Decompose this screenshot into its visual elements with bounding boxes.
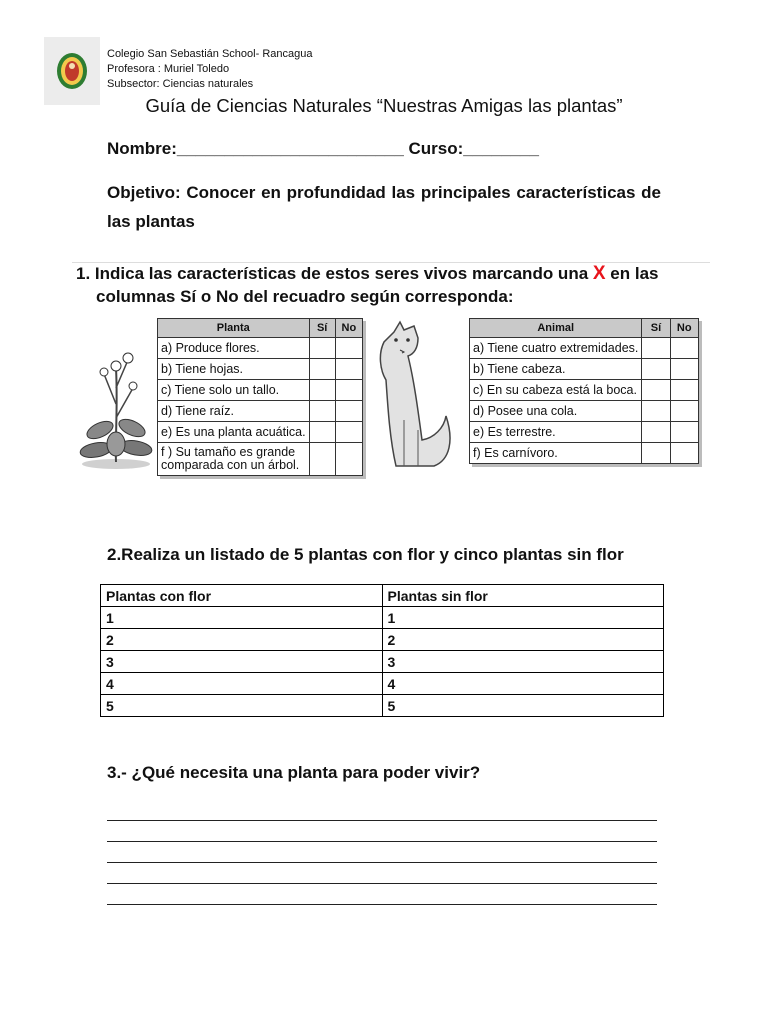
with-flower-header: Plantas con flor [101,585,383,607]
q1-text-end: en las [605,264,659,283]
yes-header: Sí [642,319,670,338]
no-cell[interactable] [335,422,362,443]
animal-row-label: f) Es carnívoro. [470,443,642,464]
yes-cell[interactable] [309,422,335,443]
answer-line[interactable] [107,884,657,905]
plants-list-table [100,584,664,717]
plant-row-label: d) Tiene raíz. [158,401,310,422]
no-cell[interactable] [670,338,698,359]
answer-line[interactable] [107,800,657,821]
without-flower-cell[interactable]: 3 [382,651,664,673]
yes-cell[interactable] [642,422,670,443]
plant-header: Planta [158,319,310,338]
animal-row-label: a) Tiene cuatro extremidades. [470,338,642,359]
no-cell[interactable] [335,443,362,476]
without-flower-cell[interactable]: 1 [382,607,664,629]
without-flower-cell[interactable]: 5 [382,695,664,717]
answer-line[interactable] [107,863,657,884]
yes-cell[interactable] [309,359,335,380]
plant-row-label: f ) Su tamaño es grande comparada con un árbol. [158,443,310,476]
with-flower-cell[interactable]: 1 [101,607,383,629]
question-2: 2.Realiza un listado de 5 plantas con flor y cinco plantas sin flor [107,545,624,564]
with-flower-cell[interactable]: 5 [101,695,383,717]
answer-lines[interactable] [107,800,657,905]
without-flower-cell[interactable]: 4 [382,673,664,695]
no-cell[interactable] [670,359,698,380]
without-flower-header: Plantas sin flor [382,585,664,607]
no-cell[interactable] [335,380,362,401]
yes-cell[interactable] [642,401,670,422]
without-flower-cell[interactable]: 2 [382,629,664,651]
with-flower-cell[interactable]: 3 [101,651,383,673]
q1-text-start: 1. Indica las características de estos seres vivos marcando una [76,264,593,283]
plant-row-label: a) Produce flores. [158,338,310,359]
q1-text-line2: columnas Sí o No del recuadro según corresponda: [96,287,514,306]
animal-row-label: b) Tiene cabeza. [470,359,642,380]
plant-table [157,318,363,476]
plant-row-label: e) Es una planta acuática. [158,422,310,443]
with-flower-cell[interactable]: 2 [101,629,383,651]
animal-row-label: e) Es terrestre. [470,422,642,443]
teacher-name: Profesora : Muriel Toledo [107,63,230,75]
name-course-line: Nombre:________________________ Curso:________ [107,139,539,158]
with-flower-cell[interactable]: 4 [101,673,383,695]
no-cell[interactable] [670,401,698,422]
no-cell[interactable] [670,380,698,401]
answer-line[interactable] [107,821,657,842]
yes-cell[interactable] [309,338,335,359]
yes-cell[interactable] [642,338,670,359]
no-header: No [670,319,698,338]
no-header: No [335,319,362,338]
yes-cell[interactable] [642,443,670,464]
animal-row-label: d) Posee una cola. [470,401,642,422]
plant-row-label: b) Tiene hojas. [158,359,310,380]
yes-cell[interactable] [642,380,670,401]
no-cell[interactable] [670,443,698,464]
yes-header: Sí [309,319,335,338]
yes-cell[interactable] [309,401,335,422]
animal-header: Animal [470,319,642,338]
no-cell[interactable] [335,401,362,422]
answer-line[interactable] [107,842,657,863]
school-name: Colegio San Sebastián School- Rancagua [107,48,313,60]
no-cell[interactable] [670,422,698,443]
animal-table [469,318,699,464]
page-title: Guía de Ciencias Naturales “Nuestras Amigas las plantas” [145,95,623,116]
yes-cell[interactable] [309,443,335,476]
no-cell[interactable] [335,338,362,359]
question-3: 3.- ¿Qué necesita una planta para poder vivir? [107,763,481,782]
yes-cell[interactable] [309,380,335,401]
x-mark: X [592,263,606,284]
animal-row-label: c) En su cabeza está la boca. [470,380,642,401]
no-cell[interactable] [335,359,362,380]
puma-illustration [374,320,462,477]
plant-row-label: c) Tiene solo un tallo. [158,380,310,401]
subject-name: Subsector: Ciencias naturales [107,78,254,90]
yes-cell[interactable] [642,359,670,380]
plant-illustration [78,348,153,475]
objective: Objetivo: Conocer en profundidad las principales características de las plantas [107,183,661,231]
question-1 [76,262,659,308]
